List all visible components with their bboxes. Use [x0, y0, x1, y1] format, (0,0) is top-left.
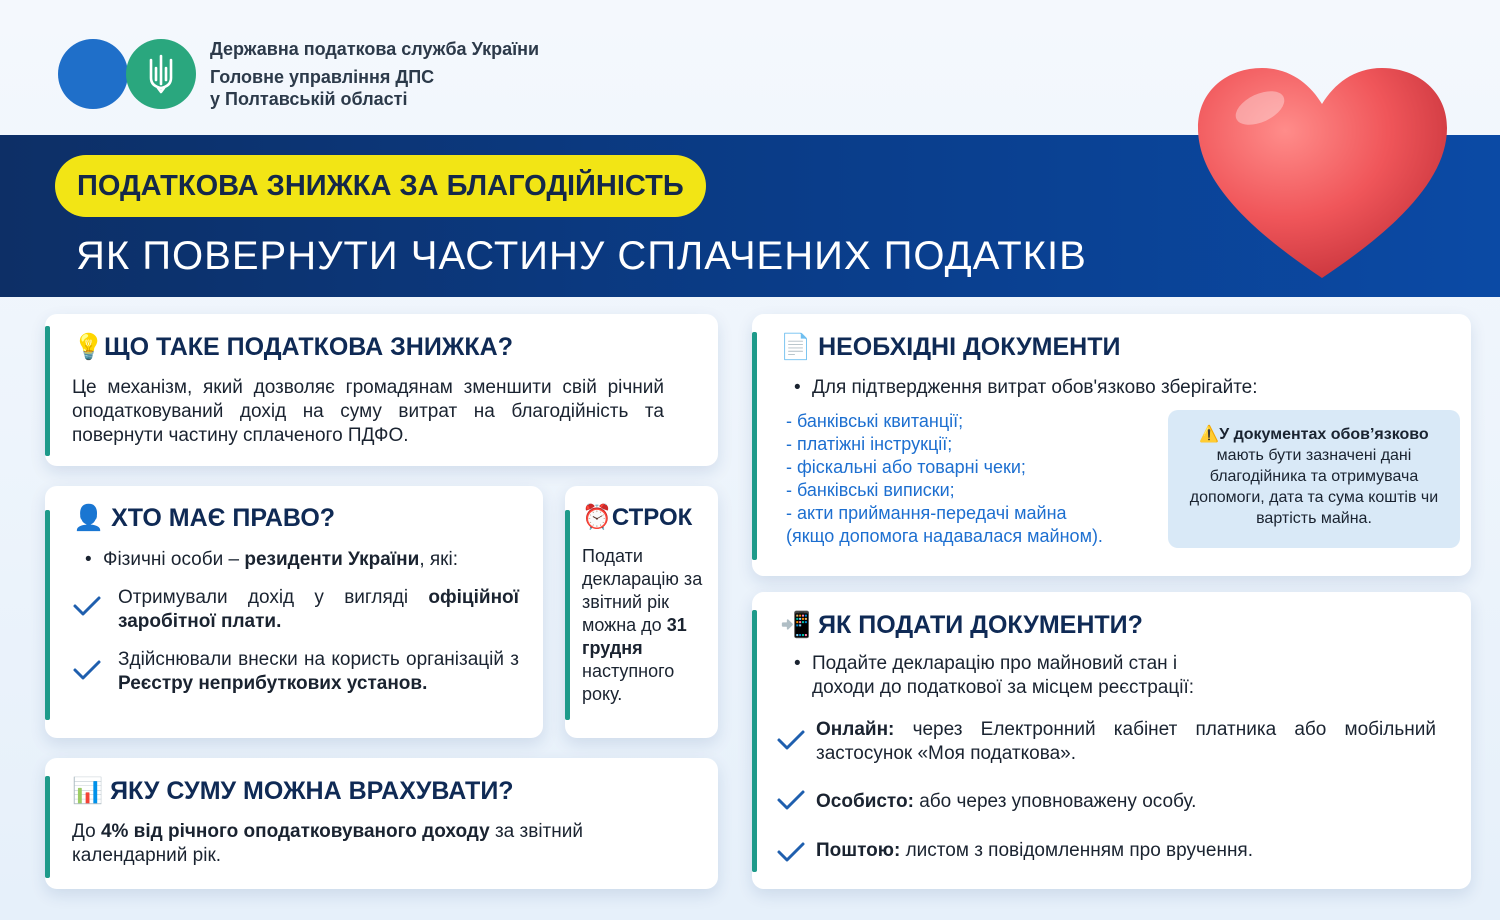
- what-is-card: [45, 314, 718, 466]
- who-card: [45, 486, 543, 738]
- deadline-card: [565, 486, 718, 738]
- checkmark-icon: [776, 728, 806, 752]
- trident-logo-icon: [126, 39, 196, 109]
- amount-title: 📊 ЯКУ СУМУ МОЖНА ВРАХУВАТИ?: [72, 777, 514, 805]
- documents-card: [752, 314, 1471, 576]
- list-item: - фіскальні або товарні чеки;: [786, 457, 1026, 477]
- page-subtitle: ЯК ПОВЕРНУТИ ЧАСТИНУ СПЛАЧЕНИХ ПОДАТКІВ: [76, 234, 1087, 278]
- what-is-title: 💡ЩО ТАКЕ ПОДАТКОВА ЗНИЖКА?: [73, 333, 513, 361]
- submit-online: Онлайн: через Електронний кабінет платника або мобільний застосунок «Моя податкова».: [816, 719, 1436, 764]
- submit-title: 📲 ЯК ПОДАТИ ДОКУМЕНТИ?: [780, 611, 1143, 639]
- logo-blue-circle: [58, 39, 128, 109]
- org-name: [210, 38, 539, 110]
- submit-bullet: • Подайте декларацію про майновий стан і доходи до податкової за місцем реєстрації:: [812, 652, 1212, 700]
- deadline-title: ⏰СТРОК: [582, 504, 693, 531]
- submit-in-person: Особисто: або через уповноважену особу.: [816, 791, 1197, 812]
- page-title: ПОДАТКОВА ЗНИЖКА ЗА БЛАГОДІЙНІСТЬ: [55, 155, 706, 217]
- list-item: - платіжні інструкції;: [786, 434, 953, 454]
- list-item: - акти приймання-передачі майна: [786, 503, 1067, 523]
- warning-text: мають бути зазначені дані благодійника та отримувача допомоги, дата та сума коштів чи вартість майна.: [1189, 447, 1439, 527]
- amount-card: [45, 758, 718, 889]
- documents-title: 📄 НЕОБХІДНІ ДОКУМЕНТИ: [780, 333, 1121, 361]
- list-item: (якщо допомога надавалася майном).: [786, 526, 1103, 546]
- org-line-1: Державна податкова служба України: [210, 39, 540, 59]
- list-item: - банківські виписки;: [786, 480, 955, 500]
- documents-bullet: • Для підтвердження витрат обов'язково зберігайте:: [812, 376, 1372, 400]
- who-item-donations: Здійснювали внески на користь організацій з Реєстру неприбуткових установ.: [118, 649, 519, 694]
- warning-note: [1168, 410, 1460, 548]
- org-line-3: у Полтавській області: [210, 89, 408, 109]
- amount-text: До 4% від річного оподатковуваного доходу за звітний календарний рік.: [72, 821, 583, 866]
- what-is-text: Це механізм, який дозволяє громадянам зменшити свій річний оподатковуваний дохід на суму витрат на благодійність та повернути частину сплаченого ПДФО.: [72, 377, 664, 446]
- checkmark-icon: [72, 594, 102, 618]
- who-item-salary: Отримували дохід у вигляді офіційної заробітної плати.: [118, 587, 519, 632]
- submit-by-mail: Поштою: листом з повідомленням про вручення.: [816, 840, 1253, 861]
- submit-card: [752, 592, 1471, 889]
- checkmark-icon: [776, 788, 806, 812]
- documents-list: [786, 410, 1176, 548]
- deadline-text: Подати декларацію за звітний рік можна до 31 грудня наступного року.: [582, 546, 703, 704]
- heart-icon: [1190, 60, 1455, 285]
- checkmark-icon: [776, 840, 806, 864]
- org-line-2: Головне управління ДПС: [210, 67, 435, 87]
- who-bullet: • Фізичні особи – резиденти України, які:: [103, 548, 523, 572]
- list-item: - банківські квитанції;: [786, 411, 964, 431]
- warning-icon-title: ⚠️У документах обов’язково: [1199, 426, 1429, 443]
- checkmark-icon: [72, 658, 102, 682]
- who-title: 👤 ХТО МАЄ ПРАВО?: [73, 504, 336, 532]
